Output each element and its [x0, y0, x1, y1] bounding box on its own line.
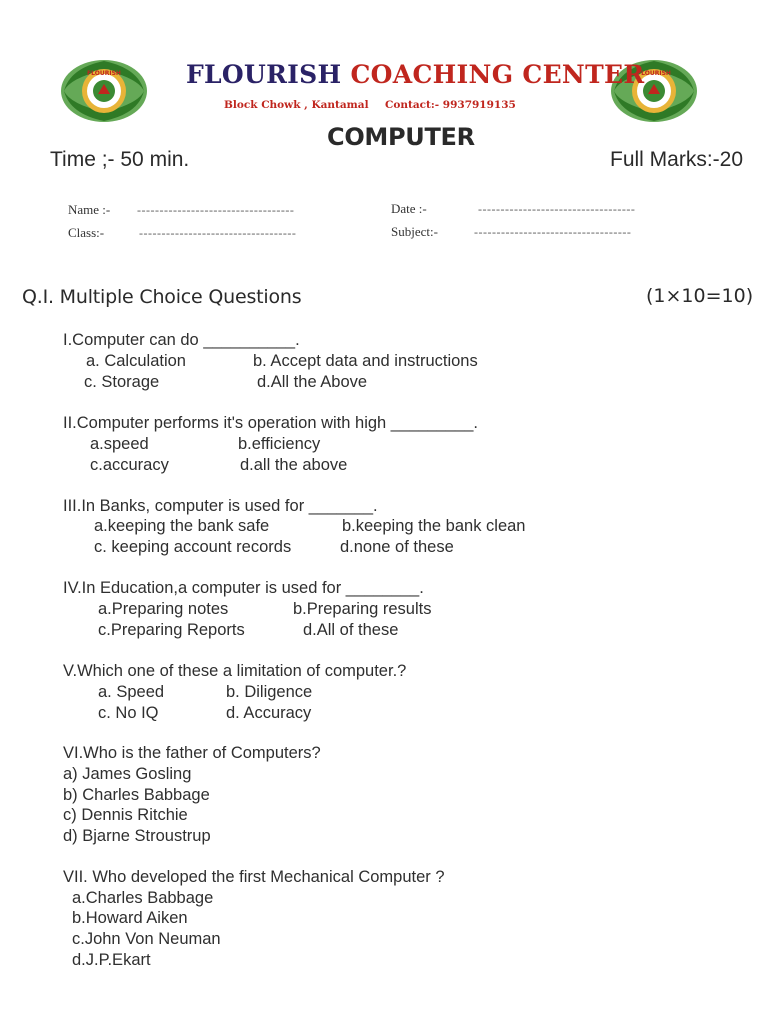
q7-option-b: b.Howard Aiken: [72, 909, 188, 927]
q3-option-d: d.none of these: [340, 538, 454, 556]
subject-label: Subject:-: [391, 224, 438, 239]
exam-subject-title: COMPUTER: [327, 123, 475, 151]
q4-option-d: d.All of these: [303, 621, 399, 639]
q1-option-a: a. Calculation: [86, 352, 186, 370]
q1-option-c: c. Storage: [84, 373, 160, 391]
q2-option-d: d.all the above: [240, 456, 348, 474]
q1-option-b: b. Accept data and instructions: [253, 352, 478, 370]
q7-option-a: a.Charles Babbage: [72, 889, 214, 907]
q4-option-c: c.Preparing Reports: [98, 621, 245, 639]
svg-text:FLOURISH: FLOURISH: [637, 70, 671, 77]
q6-option-b: b) Charles Babbage: [63, 786, 210, 804]
q6-option-d: d) Bjarne Stroustrup: [63, 827, 211, 845]
class-label: Class:-: [68, 225, 105, 240]
q6-option-a: a) James Gosling: [63, 765, 192, 783]
question-5: V.Which one of these a limitation of computer.?: [63, 662, 407, 680]
name-label: Name :-: [68, 202, 111, 217]
exam-time: Time ;- 50 min.: [50, 148, 190, 171]
q5-option-c: c. No IQ: [98, 704, 159, 722]
coaching-center-name: [186, 60, 644, 89]
section-marks: (1×10=10): [646, 285, 754, 307]
q6-option-c: c) Dennis Ritchie: [63, 806, 188, 824]
section-title: Q.I. Multiple Choice Questions: [22, 286, 302, 308]
q2-option-b: b.efficiency: [238, 435, 321, 453]
question-2: II.Computer performs it's operation with high _________.: [63, 414, 478, 432]
q2-option-a: a.speed: [90, 435, 149, 453]
center-name-word-2: COACHING: [350, 60, 514, 89]
q5-option-a: a. Speed: [98, 683, 165, 701]
question-7: VII. Who developed the first Mechanical Computer ?: [63, 868, 445, 886]
subject-blank[interactable]: -----------------------------------: [474, 225, 632, 239]
q7-option-c: c.John Von Neuman: [72, 930, 221, 948]
center-name-word-1: FLOURISH: [186, 60, 342, 89]
q3-option-c: c. keeping account records: [94, 538, 292, 556]
center-contact: Contact:- 9937919135: [385, 99, 516, 111]
question-3: III.In Banks, computer is used for _______.: [63, 497, 378, 515]
date-blank[interactable]: -----------------------------------: [478, 202, 636, 216]
q7-option-d: d.J.P.Ekart: [72, 951, 151, 969]
q3-option-a: a.keeping the bank safe: [94, 517, 270, 535]
q5-option-d: d. Accuracy: [226, 704, 312, 722]
q3-option-b: b.keeping the bank clean: [342, 517, 526, 535]
class-blank[interactable]: -----------------------------------: [139, 226, 297, 240]
q1-option-d: d.All the Above: [257, 373, 368, 391]
question-4: IV.In Education,a computer is used for ________.: [63, 579, 424, 597]
flourish-logo-left: [60, 58, 148, 124]
date-label: Date :-: [391, 201, 427, 216]
svg-text:FLOURISH: FLOURISH: [87, 70, 121, 77]
q5-option-b: b. Diligence: [226, 683, 313, 701]
q4-option-a: a.Preparing notes: [98, 600, 229, 618]
exam-full-marks: Full Marks:-20: [610, 148, 744, 171]
question-6: VI.Who is the father of Computers?: [63, 744, 321, 762]
question-1: I.Computer can do __________.: [63, 331, 300, 349]
center-name-word-3: CENTER: [522, 60, 645, 89]
center-address: Block Chowk , Kantamal: [224, 99, 369, 111]
q4-option-b: b.Preparing results: [293, 600, 432, 618]
q2-option-c: c.accuracy: [90, 456, 169, 474]
name-blank[interactable]: -----------------------------------: [137, 203, 295, 217]
